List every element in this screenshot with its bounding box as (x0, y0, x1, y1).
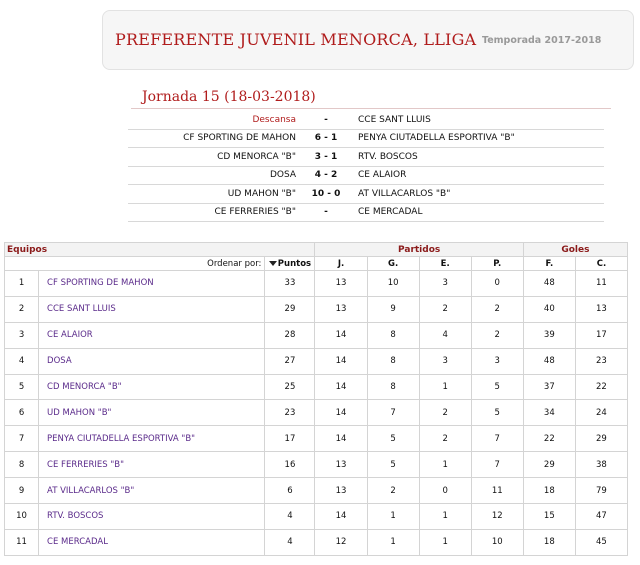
position-cell: 11 (5, 529, 39, 555)
col-puntos: Puntos (277, 258, 312, 269)
goals-for-cell: 37 (523, 374, 575, 400)
won-cell: 8 (367, 322, 419, 348)
goals-for-cell: 18 (523, 529, 575, 555)
goals-for-cell: 15 (523, 504, 575, 530)
position-cell: 10 (5, 504, 39, 530)
drawn-cell: 4 (419, 322, 471, 348)
lost-cell: 12 (471, 504, 523, 530)
team-link[interactable]: PENYA CIUTADELLA ESPORTIVA "B" (39, 426, 265, 452)
team-link[interactable]: RTV. BOSCOS (39, 504, 265, 530)
match-score: 6 - 1 (314, 133, 338, 143)
home-team: CE FERRERIES "B" (214, 207, 296, 217)
won-cell: 8 (367, 348, 419, 374)
goals-against-cell: 79 (575, 478, 627, 504)
goals-for-cell: 34 (523, 400, 575, 426)
played-cell: 14 (315, 400, 367, 426)
goals-against-cell: 45 (575, 529, 627, 555)
drawn-cell: 1 (419, 374, 471, 400)
played-cell: 14 (315, 426, 367, 452)
col-f[interactable]: F. (523, 257, 575, 271)
away-team: RTV. BOSCOS (358, 152, 418, 162)
competition-title: PREFERENTE JUVENIL MENORCA, LLIGA (115, 30, 477, 49)
jornada-divider (131, 108, 611, 109)
table-row (5, 452, 628, 478)
match-score: - (324, 115, 328, 125)
lost-cell: 3 (471, 348, 523, 374)
won-cell: 5 (367, 426, 419, 452)
col-p[interactable]: P. (471, 257, 523, 271)
match-row (128, 112, 604, 130)
drawn-cell: 2 (419, 400, 471, 426)
lost-cell: 11 (471, 478, 523, 504)
won-cell: 8 (367, 374, 419, 400)
group-goles: Goles (523, 243, 627, 257)
won-cell: 5 (367, 452, 419, 478)
won-cell: 1 (367, 504, 419, 530)
col-c[interactable]: C. (575, 257, 627, 271)
team-link[interactable]: CCE SANT LLUIS (39, 296, 265, 322)
won-cell: 10 (367, 271, 419, 297)
played-cell: 13 (315, 296, 367, 322)
lost-cell: 10 (471, 529, 523, 555)
won-cell: 9 (367, 296, 419, 322)
played-cell: 14 (315, 322, 367, 348)
table-row (5, 504, 628, 530)
goals-for-cell: 22 (523, 426, 575, 452)
drawn-cell: 0 (419, 478, 471, 504)
goals-against-cell: 17 (575, 322, 627, 348)
goals-against-cell: 13 (575, 296, 627, 322)
home-team: UD MAHON "B" (227, 189, 296, 199)
sort-label: Ordenar por: (5, 257, 265, 271)
col-e[interactable]: E. (419, 257, 471, 271)
table-row (5, 271, 628, 297)
sort-puntos-button[interactable] (265, 257, 315, 271)
goals-for-cell: 18 (523, 478, 575, 504)
lost-cell: 2 (471, 322, 523, 348)
played-cell: 13 (315, 271, 367, 297)
drawn-cell: 1 (419, 452, 471, 478)
played-cell: 12 (315, 529, 367, 555)
team-link[interactable]: CD MENORCA "B" (39, 374, 265, 400)
team-link[interactable]: CE FERRERIES "B" (39, 452, 265, 478)
away-team: PENYA CIUTADELLA ESPORTIVA "B" (358, 133, 515, 143)
match-score: 4 - 2 (314, 170, 338, 180)
lost-cell: 5 (471, 374, 523, 400)
home-team: CD MENORCA "B" (217, 152, 296, 162)
position-cell: 4 (5, 348, 39, 374)
table-row (5, 374, 628, 400)
position-cell: 2 (5, 296, 39, 322)
lost-cell: 2 (471, 296, 523, 322)
away-team: CE MERCADAL (358, 207, 423, 217)
points-cell: 4 (265, 529, 315, 555)
home-team: CF SPORTING DE MAHON (183, 133, 296, 143)
table-row (5, 296, 628, 322)
match-score: 10 - 0 (311, 189, 341, 199)
goals-for-cell: 29 (523, 452, 575, 478)
won-cell: 7 (367, 400, 419, 426)
points-cell: 16 (265, 452, 315, 478)
season-label: Temporada 2017-2018 (482, 35, 602, 46)
table-row (5, 348, 628, 374)
position-cell: 1 (5, 271, 39, 297)
points-cell: 6 (265, 478, 315, 504)
match-row (128, 186, 604, 204)
played-cell: 14 (315, 374, 367, 400)
points-cell: 33 (265, 271, 315, 297)
away-team: CCE SANT LLUIS (358, 115, 431, 125)
col-j[interactable]: J. (315, 257, 367, 271)
lost-cell: 7 (471, 426, 523, 452)
table-row (5, 426, 628, 452)
lost-cell: 0 (471, 271, 523, 297)
position-cell: 6 (5, 400, 39, 426)
match-row (128, 204, 604, 222)
played-cell: 14 (315, 504, 367, 530)
away-team: AT VILLACARLOS "B" (358, 189, 451, 199)
team-link[interactable]: AT VILLACARLOS "B" (39, 478, 265, 504)
team-link[interactable]: CF SPORTING DE MAHON (39, 271, 265, 297)
group-equipos: Equipos (5, 243, 315, 257)
match-row (128, 130, 604, 148)
table-row (5, 400, 628, 426)
match-score: - (324, 207, 328, 217)
away-team: CE ALAIOR (358, 170, 407, 180)
team-link[interactable]: CE ALAIOR (39, 322, 265, 348)
goals-against-cell: 11 (575, 271, 627, 297)
team-link[interactable]: UD MAHON "B" (39, 400, 265, 426)
goals-for-cell: 48 (523, 348, 575, 374)
lost-cell: 7 (471, 452, 523, 478)
points-cell: 25 (265, 374, 315, 400)
won-cell: 1 (367, 529, 419, 555)
sort-desc-icon (269, 261, 277, 266)
points-cell: 27 (265, 348, 315, 374)
played-cell: 13 (315, 452, 367, 478)
position-cell: 5 (5, 374, 39, 400)
table-row (5, 529, 628, 555)
team-link[interactable]: CE MERCADAL (39, 529, 265, 555)
drawn-cell: 3 (419, 348, 471, 374)
goals-against-cell: 29 (575, 426, 627, 452)
goals-against-cell: 23 (575, 348, 627, 374)
goals-against-cell: 24 (575, 400, 627, 426)
points-cell: 28 (265, 322, 315, 348)
points-cell: 29 (265, 296, 315, 322)
drawn-cell: 1 (419, 529, 471, 555)
played-cell: 14 (315, 348, 367, 374)
match-row (128, 167, 604, 185)
goals-against-cell: 47 (575, 504, 627, 530)
goals-for-cell: 40 (523, 296, 575, 322)
group-partidos: Partidos (315, 243, 523, 257)
team-link[interactable]: DOSA (39, 348, 265, 374)
points-cell: 17 (265, 426, 315, 452)
goals-against-cell: 22 (575, 374, 627, 400)
won-cell: 2 (367, 478, 419, 504)
home-team: DOSA (269, 170, 296, 180)
goals-against-cell: 38 (575, 452, 627, 478)
col-g[interactable]: G. (367, 257, 419, 271)
drawn-cell: 3 (419, 271, 471, 297)
position-cell: 9 (5, 478, 39, 504)
match-score: 3 - 1 (314, 152, 338, 162)
goals-for-cell: 39 (523, 322, 575, 348)
jornada-title: Jornada 15 (18-03-2018) (142, 89, 316, 105)
drawn-cell: 1 (419, 504, 471, 530)
table-row (5, 322, 628, 348)
lost-cell: 5 (471, 400, 523, 426)
points-cell: 4 (265, 504, 315, 530)
position-cell: 7 (5, 426, 39, 452)
position-cell: 3 (5, 322, 39, 348)
drawn-cell: 2 (419, 426, 471, 452)
table-row (5, 478, 628, 504)
rest-label: Descansa (252, 115, 296, 125)
drawn-cell: 2 (419, 296, 471, 322)
standings-table (4, 242, 628, 556)
played-cell: 13 (315, 478, 367, 504)
goals-for-cell: 48 (523, 271, 575, 297)
points-cell: 23 (265, 400, 315, 426)
match-row (128, 149, 604, 167)
position-cell: 8 (5, 452, 39, 478)
